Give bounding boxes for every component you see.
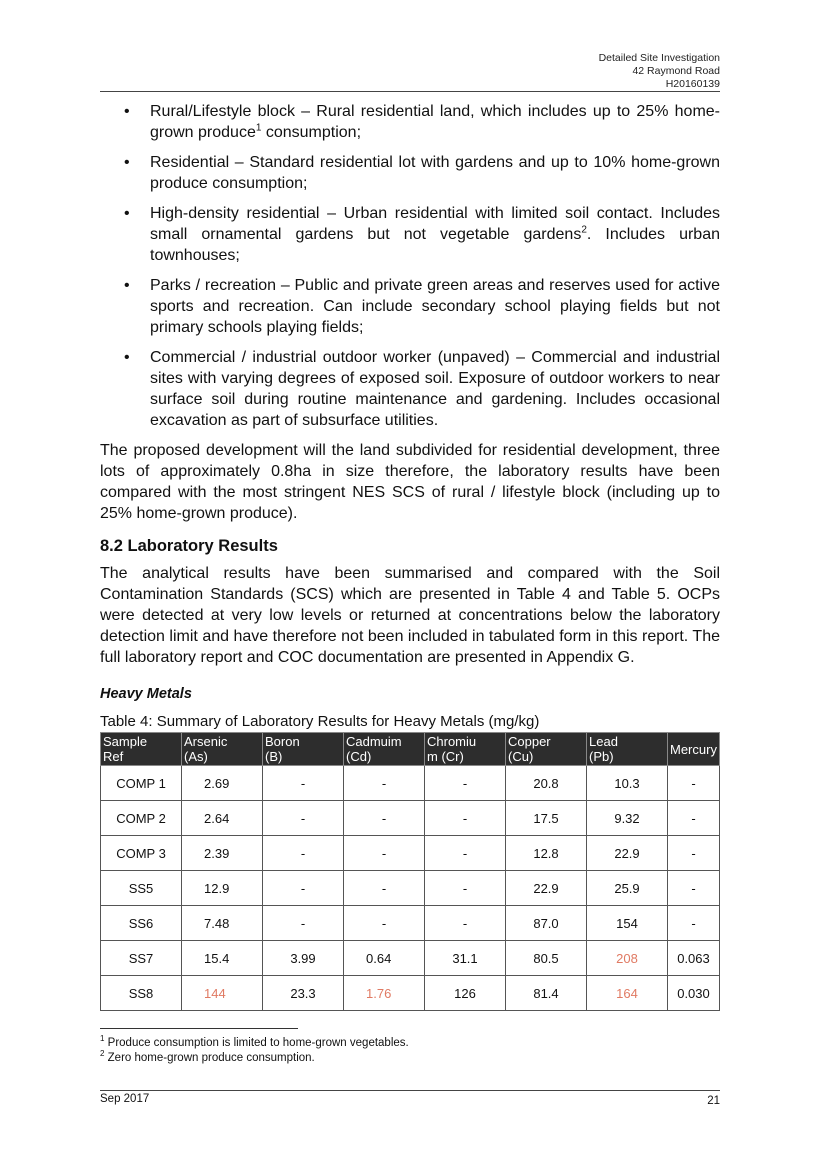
table-header-row	[101, 733, 720, 766]
table-cell: 15.4	[182, 941, 263, 976]
table-cell: 2.69	[182, 766, 263, 801]
table-cell: 81.4	[506, 976, 587, 1011]
section-heading: 8.2 Laboratory Results	[100, 537, 278, 555]
table-cell: 12.9	[182, 871, 263, 906]
list-item: • Rural/Lifestyle block – Rural residential land, which includes up to 25% home-grown produce$^1$ consumption;	[124, 103, 720, 141]
table-cell: 7.48	[182, 906, 263, 941]
table-cell: -	[344, 836, 425, 871]
table-cell: 23.3	[263, 976, 344, 1011]
column-header: Boron (B)	[263, 733, 344, 766]
table-caption: Table 4: Summary of Laboratory Results for Heavy Metals (mg/kg)	[100, 713, 540, 730]
table-row	[101, 906, 720, 941]
table-cell: 1.76	[344, 976, 425, 1011]
table-cell: 12.8	[506, 836, 587, 871]
sample-ref-cell: SS8	[101, 976, 182, 1011]
bullet-icon: •	[124, 103, 130, 120]
table-cell: 9.32	[587, 801, 668, 836]
header-job-number: H20160139	[665, 78, 720, 90]
column-header: Chromiu m (Cr)	[425, 733, 506, 766]
table-cell: 0.030	[668, 976, 720, 1011]
table-cell: 87.0	[506, 906, 587, 941]
sample-ref-cell: COMP 3	[101, 836, 182, 871]
table-body	[101, 766, 720, 1011]
table-cell: 154	[587, 906, 668, 941]
sample-ref-cell: COMP 1	[101, 766, 182, 801]
table-cell: 3.99	[263, 941, 344, 976]
table-cell: -	[668, 906, 720, 941]
table-cell: 20.8	[506, 766, 587, 801]
table-cell: -	[263, 836, 344, 871]
column-header: Sample Ref	[101, 733, 182, 766]
list-item: • High-density residential – Urban residential with limited soil contact. Includes small ornamental gardens but not vegetable gardens$^2$. Includes urban townhouses;	[124, 205, 720, 264]
list-item: • Parks / recreation – Public and private green areas and reserves used for active sports and recreation. Can include secondary school playing fields but not primary schools playing fields;	[124, 277, 720, 336]
table-cell: 22.9	[506, 871, 587, 906]
development-paragraph: The proposed development will the land subdivided for residential development, three lots of approximately 0.8ha in size therefore, the laboratory results have been compared with the most stringent NES SCS of rural / lifestyle block (including up to 25% home-grown produce).	[100, 442, 720, 522]
list-item: • Commercial / industrial outdoor worker (unpaved) – Commercial and industrial sites with varying degrees of exposed soil. Exposure of outdoor workers to near surface soil during routine maintenance and gardening. Includes occasional excavation as part of subsurface utilities.	[124, 349, 720, 429]
footnotes	[100, 1036, 409, 1066]
sample-ref-cell: SS5	[101, 871, 182, 906]
table-row	[101, 766, 720, 801]
footnote: $^2$ Zero home-grown produce consumption.	[100, 1049, 315, 1064]
table-cell: -	[668, 836, 720, 871]
table-cell: -	[344, 801, 425, 836]
table-row	[101, 941, 720, 976]
bullet-icon: •	[124, 154, 130, 171]
table-cell: -	[344, 766, 425, 801]
column-header: Lead (Pb)	[587, 733, 668, 766]
table-cell: 80.5	[506, 941, 587, 976]
footnote: $^1$ Produce consumption is limited to home-grown vegetables.	[100, 1034, 409, 1049]
table-row	[101, 836, 720, 871]
table-cell: -	[263, 906, 344, 941]
table-cell: 25.9	[587, 871, 668, 906]
table-cell: 0.063	[668, 941, 720, 976]
table-row	[101, 801, 720, 836]
sample-ref-cell: SS7	[101, 941, 182, 976]
footnote-ref: 2	[581, 224, 587, 236]
table-row	[101, 871, 720, 906]
table-cell: 0.64	[344, 941, 425, 976]
table-cell: -	[344, 871, 425, 906]
table-cell: -	[263, 766, 344, 801]
sample-ref-cell: COMP 2	[101, 801, 182, 836]
sample-ref-cell: SS6	[101, 906, 182, 941]
table-cell: -	[668, 801, 720, 836]
table-cell: -	[425, 766, 506, 801]
table-cell: -	[344, 906, 425, 941]
footnote-ref: 1	[255, 122, 262, 134]
header-address: 42 Raymond Road	[632, 65, 720, 77]
bullet-icon: •	[124, 349, 130, 366]
table-cell: -	[668, 766, 720, 801]
table-cell: 31.1	[425, 941, 506, 976]
table-cell: 17.5	[506, 801, 587, 836]
table-cell: 208	[587, 941, 668, 976]
footer-rule	[100, 1090, 720, 1091]
list-item: • Residential – Standard residential lot with gardens and up to 10% home-grown produce consumption;	[124, 154, 720, 192]
table-cell: -	[425, 801, 506, 836]
bullet-icon: •	[124, 205, 130, 222]
body-content	[100, 101, 720, 1011]
results-paragraph: The analytical results have been summarised and compared with the Soil Contamination Standards (SCS) which are presented in Table 4 and Table 5. OCPs were detected at very low levels or returned at concentrations below the laboratory detection limit and have therefore not been included in tabulated form in this report. The full laboratory report and COC documentation are presented in Appendix G.	[100, 565, 720, 666]
page-number: 21	[707, 1095, 720, 1107]
column-header: Copper (Cu)	[506, 733, 587, 766]
table-cell: 22.9	[587, 836, 668, 871]
table-cell: 126	[425, 976, 506, 1011]
table-cell: -	[263, 871, 344, 906]
table-cell: 2.39	[182, 836, 263, 871]
column-header: Arsenic (As)	[182, 733, 263, 766]
table-cell: -	[425, 906, 506, 941]
footer-date: Sep 2017	[100, 1093, 150, 1105]
header-rule	[100, 91, 720, 92]
land-use-list	[100, 101, 720, 431]
table-cell: -	[425, 836, 506, 871]
bullet-icon: •	[124, 277, 130, 294]
subsection-heading: Heavy Metals	[100, 686, 192, 702]
table-cell: 144	[182, 976, 263, 1011]
table-row	[101, 976, 720, 1011]
column-header: Mercury	[668, 733, 720, 766]
page-header	[599, 52, 720, 91]
table-cell: 164	[587, 976, 668, 1011]
table-cell: -	[668, 871, 720, 906]
table-cell: 10.3	[587, 766, 668, 801]
header-title: Detailed Site Investigation	[598, 52, 720, 64]
table-cell: 2.64	[182, 801, 263, 836]
table-cell: -	[425, 871, 506, 906]
column-header: Cadmuim (Cd)	[344, 733, 425, 766]
heavy-metals-table	[100, 732, 720, 1011]
table-cell: -	[263, 801, 344, 836]
footnote-rule	[100, 1028, 298, 1029]
